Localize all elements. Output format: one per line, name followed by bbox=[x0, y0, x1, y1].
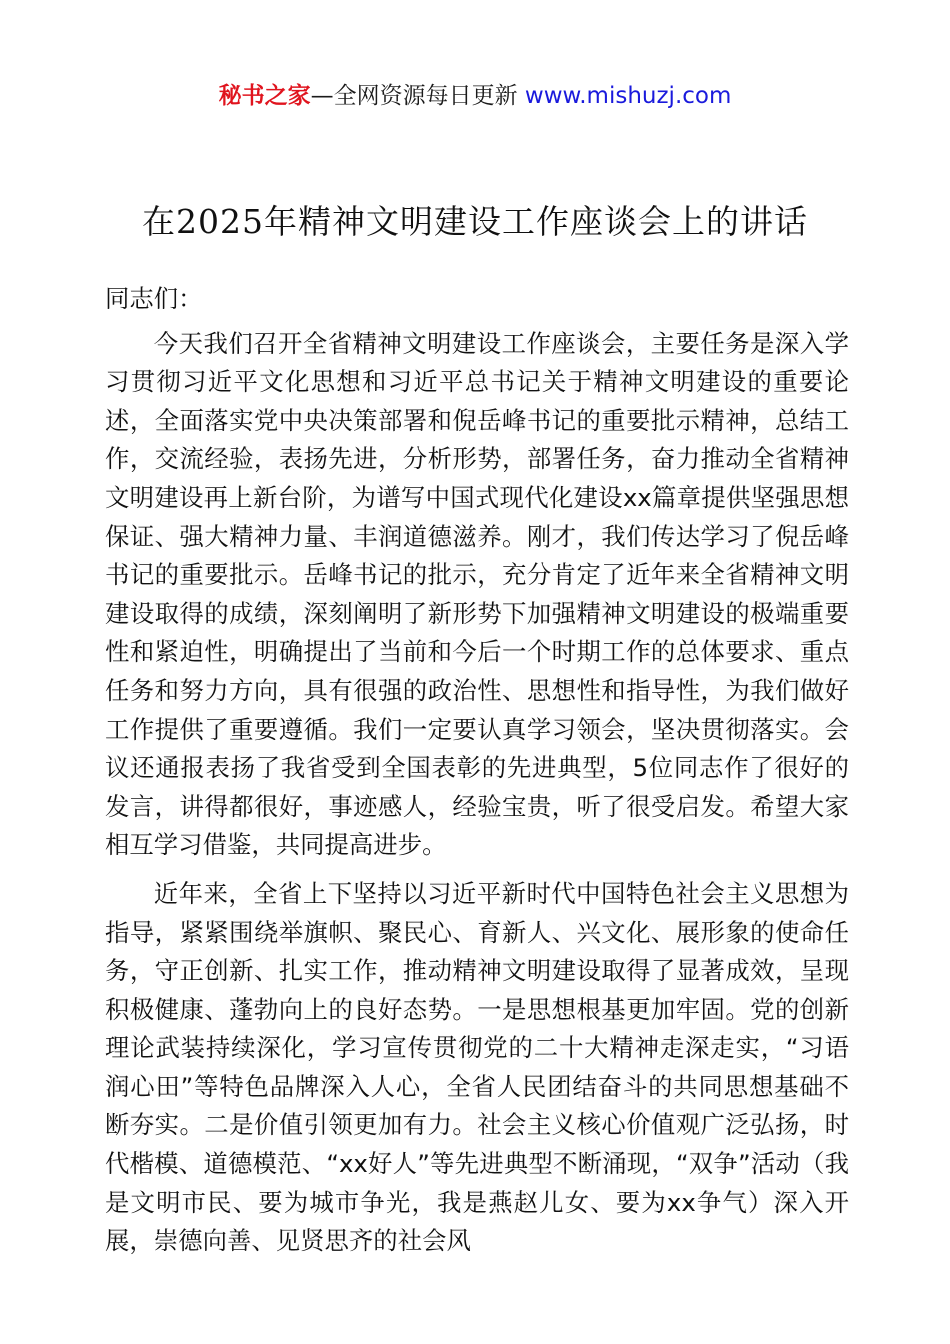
paragraph-2: 近年来，全省上下坚持以习近平新时代中国特色社会主义思想为指导，紧紧围绕举旗帜、聚民心、育新人、兴文化、展形象的使命任务，守正创新、扎实工作，推动精神文明建设取得了显著成效，呈现积极健康、蓬勃向上的良好态势。一是思想根基更加牢固。党的创新理论武装持续深化，学习宣传贯彻党的二十大精神走深走实，“习语润心田”等特色品牌深入人心，全省人民团结奋斗的共同思想基础不断夯实。二是价值引领更加有力。社会主义核心价值观广泛弘扬，时代楷模、道德模范、“xx好人”等先进典型不断涌现，“双争”活动（我是文明市民、要为城市争光，我是燕赵儿女、要为xx争气）深入开展，崇德向善、见贤思齐的社会风 bbox=[105, 878, 849, 1256]
site-tagline: —全网资源每日更新 bbox=[310, 83, 518, 109]
document-title: 在2025年精神文明建设工作座谈会上的讲话 bbox=[142, 202, 808, 241]
paragraph-1: 今天我们召开全省精神文明建设工作座谈会，主要任务是深入学习贯彻习近平文化思想和习近平总书记关于精神文明建设的重要论述，全面落实党中央决策部署和倪岳峰书记的重要批示精神，总结工作，交流经验，表扬先进，分析形势，部署任务，奋力推动全省精神文明建设再上新台阶，为谱写中国式现代化建设xx篇章提供坚强思想保证、强大精神力量、丰润道德滋养。刚才，我们传达学习了倪岳峰书记的重要批示。岳峰书记的批示，充分肯定了近年来全省精神文明建设取得的成绩，深刻阐明了新形势下加强精神文明建设的极端重要性和紧迫性，明确提出了当前和今后一个时期工作的总体要求、重点任务和努力方向，具有很强的政治性、思想性和指导性，为我们做好工作提供了重要遵循。我们一定要认真学习领会，坚决贯彻落实。会议还通报表扬了我省受到全国表彰的先进典型，5位同志作了很好的发言，讲得都很好，事迹感人，经验宝贵，听了很受启发。希望大家相互学习借鉴，共同提高进步。 bbox=[105, 328, 849, 860]
salutation: 同志们： bbox=[105, 284, 203, 313]
site-link[interactable]: www.mishuzj.com bbox=[524, 83, 732, 109]
document-body bbox=[105, 280, 849, 1271]
site-header bbox=[0, 80, 950, 112]
site-brand: 秘书之家 bbox=[218, 83, 311, 109]
